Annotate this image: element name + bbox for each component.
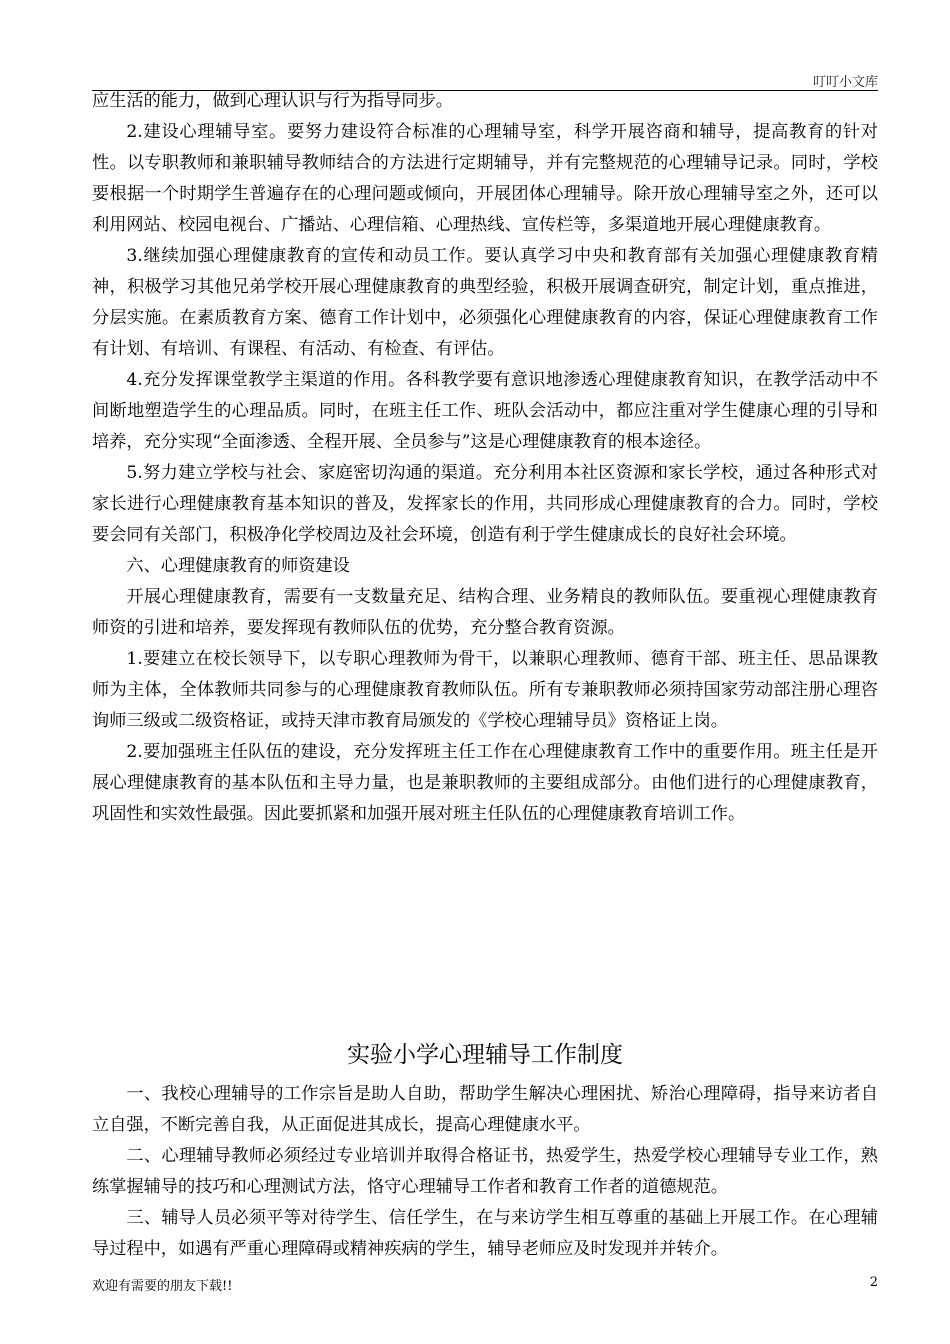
paragraph-item-2: 2.建设心理辅导室。要努力建设符合标准的心理辅导室，科学开展咨商和辅导，提高教育的针对性。以专职教师和兼职辅导教师结合的方法进行定期辅导，并有完整规范的心理辅导记录。同时，学校要根据一个时期学生普遍存在的心理问题或倾向，开展团体心理辅导。除开放心理辅导室之外，还可以利用网站、校园电视台、广播站、心理信箱、心理热线、宣传栏等，多渠道地开展心理健康教育。 (92, 122, 878, 235)
rule-paragraph-1: 一、我校心理辅导的工作宗旨是助人自助，帮助学生解决心理困扰、矫治心理障碍，指导来访者自立自强，不断完善自我，从正面促进其成长，提高心理健康水平。 (92, 1084, 878, 1135)
body-section-one (92, 86, 878, 830)
paragraph-staff-1: 1.要建立在校长领导下，以专职心理教师为骨干，以兼职心理教师、德育干部、班主任、思品课教师为主体，全体教师共同参与的心理健康教育教师队伍。所有专兼职教师必须持国家劳动部注册心理咨询师三级或二级资格证，或持天津市教育局颁发的《学校心理辅导员》资格证上岗。 (92, 649, 878, 731)
rule-paragraph-3: 三、辅导人员必须平等对待学生、信任学生，在与来访学生相互尊重的基础上开展工作。在心理辅导过程中，如遇有严重心理障碍或精神疾病的学生，辅导老师应及时发现并并转介。 (92, 1208, 878, 1259)
paragraph-continuation: 应生活的能力，做到心理认识与行为指导同步。 (92, 91, 453, 111)
paragraph-staff-intro: 开展心理健康教育，需要有一支数量充足、结构合理、业务精良的教师队伍。要重视心理健康教育师资的引进和培养，要发挥现有教师队伍的优势，充分整合教育资源。 (92, 587, 878, 638)
rule-paragraph-2: 二、心理辅导教师必须经过专业培训并取得合格证书，热爱学生，热爱学校心理辅导专业工作，熟练掌握辅导的技巧和心理测试方法，恪守心理辅导工作者和教育工作者的道德规范。 (92, 1146, 878, 1197)
page-number: 2 (869, 1275, 878, 1290)
paragraph-staff-2: 2.要加强班主任队伍的建设，充分发挥班主任工作在心理健康教育工作中的重要作用。班主任是开展心理健康教育的基本队伍和主导力量，也是兼职教师的主要组成部分。由他们进行的心理健康教育，巩固性和实效性最强。因此要抓紧和加强开展对班主任队伍的心理健康教育培训工作。 (92, 742, 878, 824)
section-heading-six: 六、心理健康教育的师资建设 (126, 556, 350, 576)
paragraph-item-5: 5.努力建立学校与社会、家庭密切沟通的渠道。充分利用本社区资源和家长学校，通过各种形式对家长进行心理健康教育基本知识的普及，发挥家长的作用，共同形成心理健康教育的合力。同时，学校要会同有关部门，积极净化学校周边及社会环境，创造有利于学生健康成长的良好社会环境。 (92, 463, 878, 545)
paragraph-item-3: 3.继续加强心理健康教育的宣传和动员工作。要认真学习中央和教育部有关加强心理健康教育精神，积极学习其他兄弟学校开展心理健康教育的典型经验，积极开展调查研究，制定计划，重点推进，分层实施。在素质教育方案、德育工作计划中，必须强化心理健康教育的内容，保证心理健康教育工作有计划、有培训、有课程、有活动、有检查、有评估。 (92, 246, 878, 359)
paragraph-item-4: 4.充分发挥课堂教学主渠道的作用。各科教学要有意识地渗透心理健康教育知识，在教学活动中不间断地塑造学生的心理品质。同时，在班主任工作、班队会活动中，都应注重对学生健康心理的引导和培养，充分实现“全面渗透、全程开展、全员参与”这是心理健康教育的根本途径。 (92, 370, 878, 452)
document-title: 实验小学心理辅导工作制度 (347, 1042, 623, 1068)
header-site-name: 叮叮小文库 (812, 75, 878, 90)
footer-note: 欢迎有需要的朋友下载!! (92, 1279, 233, 1294)
body-section-two (92, 1079, 878, 1265)
